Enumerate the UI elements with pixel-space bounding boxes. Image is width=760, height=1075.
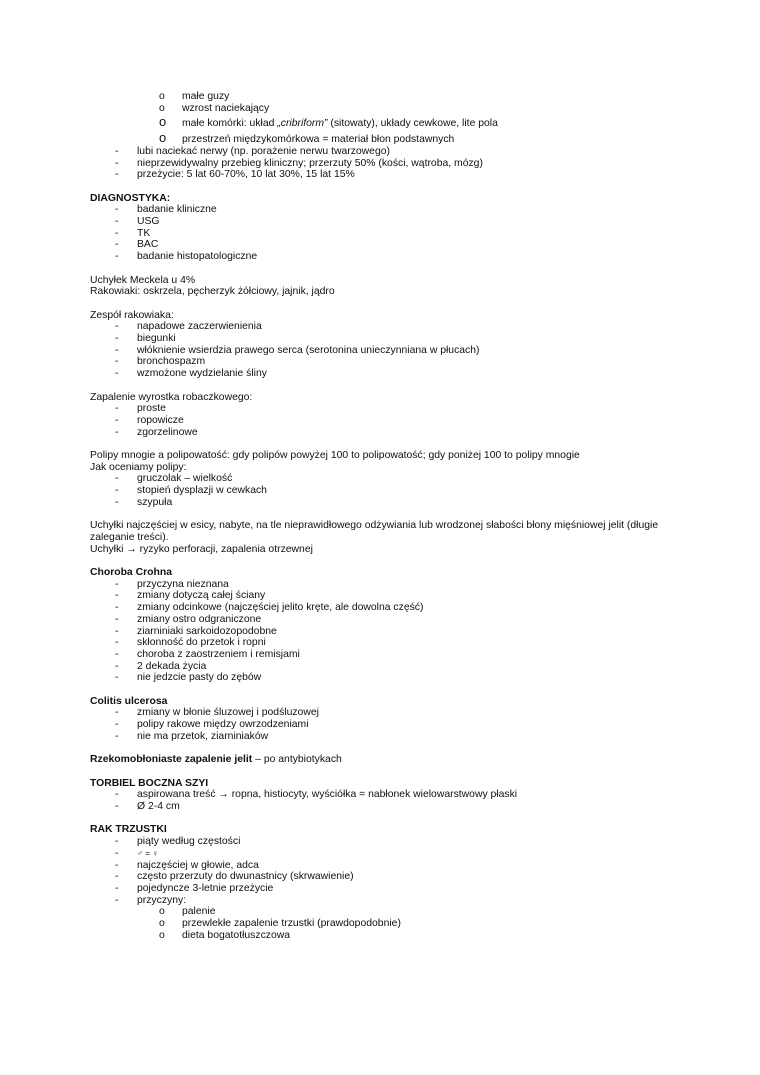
list-item: - szypuła (90, 497, 690, 509)
list-item: - badanie kliniczne (90, 204, 690, 216)
section-heading-colitis: Colitis ulcerosa (90, 695, 168, 707)
list-item: - nie ma przetok, ziarniniaków (90, 731, 690, 743)
list-item: - Ø 2-4 cm (90, 801, 690, 813)
item-text: małe komórki: układ (182, 118, 278, 130)
list-item: o palenie (90, 906, 690, 918)
section-heading-rakowiak: Zespół rakowiaka: (90, 309, 174, 321)
list-item: - BAC (90, 239, 690, 251)
list-item: - przeżycie: 5 lat 60-70%, 10 lat 30%, 15 lat 15% (90, 169, 690, 181)
list-item: o małe guzy (90, 91, 690, 103)
list-item: - skłonność do przetok i ropni (90, 637, 690, 649)
list-item: - 2 dekada życia (90, 661, 690, 673)
item-text: (sitowaty), układy cewkowe, lite pola (327, 118, 498, 130)
list-item: - ziarniniaki sarkoidozopodobne (90, 626, 690, 638)
list-item: - przyczyna nieznana (90, 579, 690, 591)
text-line: Uchyłki → ryzyko perforacji, zapalenia otrzewnej (90, 543, 313, 555)
text-line (90, 754, 690, 766)
list-item: - piąty według częstości (90, 836, 690, 848)
section-heading-crohn: Choroba Crohna (90, 567, 172, 579)
list-item: - włóknienie wsierdzia prawego serca (serotonina unieczynniana w płucach) (90, 345, 690, 357)
list-item (90, 114, 690, 130)
text-line: Uchyłek Meckela u 4% (90, 274, 196, 286)
list-item (90, 848, 690, 860)
list-item: - przyczyny: (90, 895, 690, 907)
list-item: - proste (90, 403, 690, 415)
list-item: o przestrzeń międzykomórkowa = materiał błon podstawnych (90, 130, 690, 146)
list-item: - pojedyncze 3-letnie przeżycie (90, 883, 690, 895)
section-heading-rzekomo: Rzekomobłoniaste zapalenie jelit (90, 754, 253, 766)
list-item: - zmiany dotyczą całej ściany (90, 590, 690, 602)
list-item: - aspirowana treść → ropna, histiocyty, wyściółka = nabłonek wielowarstwowy płaski (90, 789, 690, 801)
list-item: - stopień dysplazji w cewkach (90, 485, 690, 497)
list-item: - USG (90, 216, 690, 228)
list-item: - polipy rakowe między owrzodzeniami (90, 719, 690, 731)
list-item: - często przerzuty do dwunastnicy (skrwawienie) (90, 871, 690, 883)
list-item: - lubi naciekać nerwy (np. porażenie nerwu twarzowego) (90, 146, 690, 158)
list-item: o dieta bogatotłuszczowa (90, 930, 690, 942)
list-item: - choroba z zaostrzeniem i remisjami (90, 649, 690, 661)
text-line: Polipy mnogie a polipowatość: gdy polipów powyżej 100 to polipowatość; gdy poniżej 100 to polipy mnogie (90, 450, 580, 462)
text-line: Rakowiaki: oskrzela, pęcherzyk żółciowy, jajnik, jądro (90, 286, 335, 298)
section-heading-diagnostyka: DIAGNOSTYKA: (90, 192, 171, 204)
list-item: - zmiany odcinkowe (najczęściej jelito kręte, ale dowolna część) (90, 602, 690, 614)
sex-symbols: ♂ = ♀ (137, 848, 159, 858)
text-rest: – po antybiotykach (252, 754, 342, 766)
list-item: - zgorzelinowe (90, 427, 690, 439)
list-item: - ropowicze (90, 415, 690, 427)
text-line: zaleganie treści). (90, 531, 169, 543)
section-heading-wyrostek: Zapalenie wyrostka robaczkowego: (90, 391, 253, 403)
list-item: - biegunki (90, 333, 690, 345)
list-item: o wzrost naciekający (90, 103, 690, 115)
list-item: - zmiany w błonie śluzowej i podśluzowej (90, 707, 690, 719)
list-item: - wzmożone wydzielanie śliny (90, 368, 690, 380)
list-item: - nieprzewidywalny przebieg kliniczny; przerzuty 50% (kości, wątroba, mózg) (90, 158, 690, 170)
list-item: - badanie histopatologiczne (90, 251, 690, 263)
document-content (90, 91, 690, 941)
list-item: - nie jedzcie pasty do zębów (90, 672, 690, 684)
list-item: - najczęściej w głowie, adca (90, 860, 690, 872)
list-item: - TK (90, 228, 690, 240)
list-item: - bronchospazm (90, 356, 690, 368)
list-item: - gruczolak – wielkość (90, 473, 690, 485)
list-item: - napadowe zaczerwienienia (90, 321, 690, 333)
list-item: - zmiany ostro odgraniczone (90, 614, 690, 626)
section-heading-trzustka: RAK TRZUSTKI (90, 824, 167, 836)
text-line: Uchyłki najczęściej w esicy, nabyte, na tle nieprawidłowego odżywiania lub wrodzonej słabości błony mięśniowej jelit (długie (90, 520, 659, 532)
list-item: o przewlekłe zapalenie trzustki (prawdopodobnie) (90, 918, 690, 930)
text-line: Jak oceniamy polipy: (90, 461, 187, 473)
cribriform-term: „cribriform” (277, 118, 328, 130)
section-heading-torbiel: TORBIEL BOCZNA SZYI (90, 777, 209, 789)
